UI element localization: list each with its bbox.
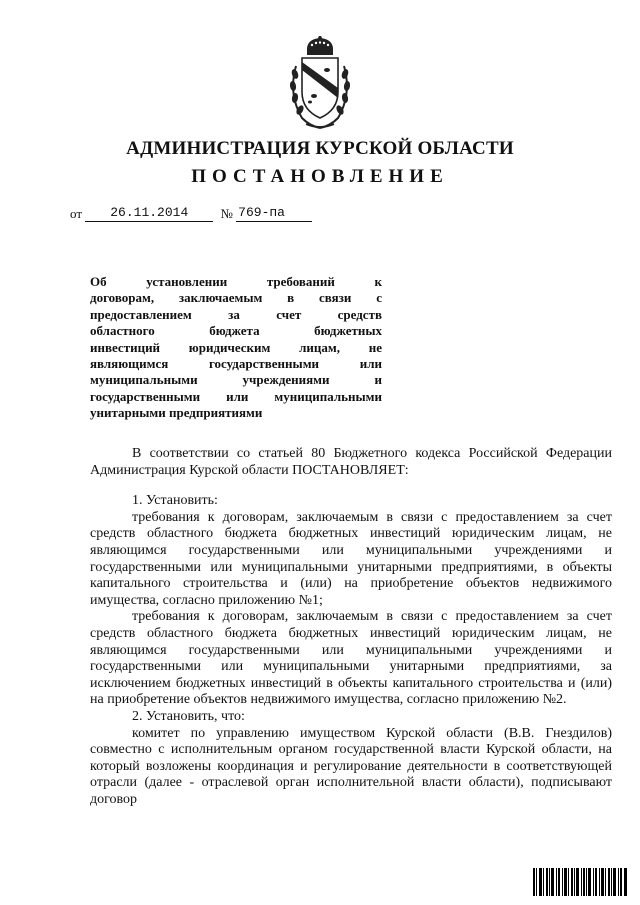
document-subject [90, 274, 382, 422]
subject-line: областного бюджета бюджетных [90, 323, 382, 339]
subject-line: предоставлением за счет средств [90, 306, 382, 322]
organization-title: АДМИНИСТРАЦИЯ КУРСКОЙ ОБЛАСТИ [126, 138, 514, 159]
number-label: № [220, 206, 233, 221]
date-label: от [70, 206, 83, 221]
subject-line: унитарными предприятиями [90, 405, 263, 421]
document-body [90, 446, 612, 808]
subject-line: договорам, заключаемым в связи с [90, 290, 382, 306]
subject-line: инвестиций юридическим лицам, не [90, 339, 382, 355]
item-1-paragraph-a: требования к договорам, заключаемым в связи с предоставлением за счет средств областного бюджета бюджетных инвестиций юридическим лицам, не являющимся государственными или муниципальными учреждениями и государственными или муниципальными унитарными предприятиями, в объекты капитального строительства и (или) на приобретение объектов недвижимого имущества, согласно приложению №1; [90, 509, 612, 608]
subject-line: являющимся государственными или [90, 356, 382, 372]
number-value: 769-па [236, 205, 312, 222]
subject-line: государственными или муниципальными [90, 388, 382, 404]
coat-of-arms-icon [286, 36, 354, 132]
subject-line: муниципальными учреждениями и [90, 372, 382, 388]
preamble-paragraph: В соответствии со статьей 80 Бюджетного кодекса Российской Федерации Администрация Курской области ПОСТАНОВЛЯЕТ: [90, 446, 612, 478]
subject-line: Об установлении требований к [90, 274, 382, 289]
barcode-icon [533, 868, 627, 896]
date-value: 26.11.2014 [85, 205, 213, 222]
item-1-paragraph-b: требования к договорам, заключаемым в связи с предоставлением за счет средств областного бюджета бюджетных инвестиций юридическим лицам, не являющимся государственными или муниципальными учреждениями и государственными или муниципальными унитарными предприятиями, за исключением бюджетных инвестиций в объекты капитального строительства и (или) на приобретение объектов недвижимого имущества, согласно приложению №2. [90, 609, 612, 708]
registration-line [70, 205, 312, 222]
document-type: ПОСТАНОВЛЕНИЕ [191, 166, 449, 187]
item-2-paragraph-a: комитет по управлению имуществом Курской области (В.В. Гнездилов) совместно с исполнительным органом государственной власти Курской области, на который возложены координация и регулирование деятельности в соответствующей отрасли (далее - отраслевой орган исполнительной власти области), подписывают договор [90, 725, 612, 807]
item-1-heading: 1. Установить: [132, 493, 218, 509]
item-2-heading: 2. Установить, что: [132, 708, 245, 724]
